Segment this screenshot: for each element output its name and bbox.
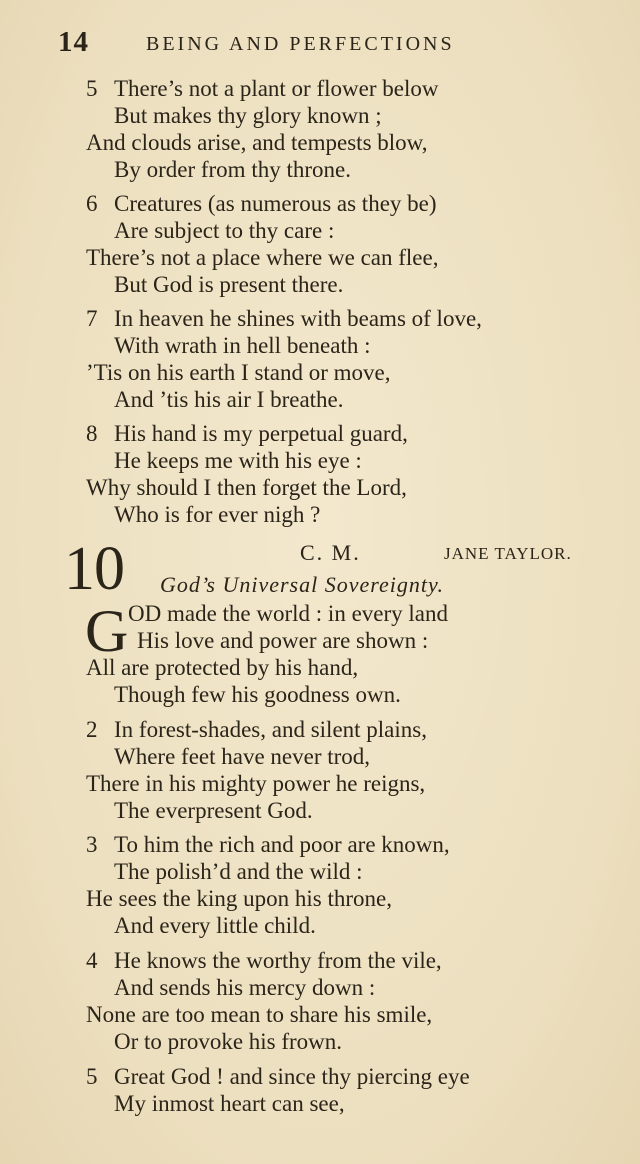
verse-line: 8 His hand is my perpetual guard, (86, 419, 408, 449)
verse-line: And sends his mercy down : (114, 975, 376, 1000)
verse-line: There’s not a place where we can flee, (86, 245, 439, 270)
verse-line: He sees the king upon his throne, (86, 886, 392, 911)
hymn-author: JANE TAYLOR. (444, 544, 572, 563)
hymn-meter: C. M. (300, 540, 361, 565)
verse-line: Who is for ever nigh ? (114, 502, 321, 527)
stanza-number: 5 (86, 1064, 98, 1089)
drop-cap: G (85, 598, 129, 664)
verse-line: And ’tis his air I breathe. (114, 387, 344, 412)
stanza-number: 5 (86, 76, 98, 101)
verse-line: Or to provoke his frown. (114, 1029, 343, 1054)
verse-line: Where feet have never trod, (114, 744, 371, 769)
stanza-number: 4 (86, 948, 98, 973)
verse-line: Though few his goodness own. (114, 682, 401, 707)
verse-line: He keeps me with his eye : (114, 448, 362, 473)
verse-line: ’Tis on his earth I stand or move, (86, 360, 391, 385)
verse-line: OD made the world : in every land (128, 601, 448, 626)
verse-line: The polish’d and the wild : (114, 859, 363, 884)
page-number: 14 (58, 26, 89, 58)
verse-line: 6 Creatures (as numerous as they be) (86, 189, 437, 219)
verse-line: All are protected by his hand, (86, 655, 359, 680)
running-head: BEING AND PERFECTIONS (146, 33, 455, 55)
verse-line: 5 There’s not a plant or flower below (86, 74, 438, 104)
verse-line: Are subject to thy care : (114, 218, 335, 243)
verse-line: With wrath in hell beneath : (114, 333, 371, 358)
verse-line: 2 In forest-shades, and silent plains, (86, 715, 427, 745)
verse-line: 3 To him the rich and poor are known, (86, 830, 450, 860)
verse-line: His love and power are shown : (137, 628, 429, 653)
verse-line: By order from thy throne. (114, 157, 351, 182)
verse-line: None are too mean to share his smile, (86, 1002, 433, 1027)
stanza-number: 8 (86, 421, 98, 446)
verse-line: 4 He knows the worthy from the vile, (86, 946, 442, 976)
verse-line: And clouds arise, and tempests blow, (86, 130, 428, 155)
verse-line: Why should I then forget the Lord, (86, 475, 407, 500)
stanza-number: 2 (86, 717, 98, 742)
verse-line: But makes thy glory known ; (114, 103, 382, 128)
stanza-number: 7 (86, 306, 98, 331)
verse-line: And every little child. (114, 913, 316, 938)
verse-line: There in his mighty power he reigns, (86, 771, 426, 796)
page-header (58, 26, 528, 62)
hymn-title: God’s Universal Sovereignty. (160, 572, 445, 597)
verse-line: The everpresent God. (114, 798, 313, 823)
hymn-number: 10 (64, 535, 124, 603)
stanza-number: 3 (86, 832, 98, 857)
stanza-number: 6 (86, 191, 98, 216)
verse-line: 5 Great God ! and since thy piercing eye (86, 1062, 470, 1092)
verse-line: My inmost heart can see, (114, 1091, 345, 1116)
verse-line: 7 In heaven he shines with beams of love, (86, 304, 482, 334)
verse-line: But God is present there. (114, 272, 344, 297)
